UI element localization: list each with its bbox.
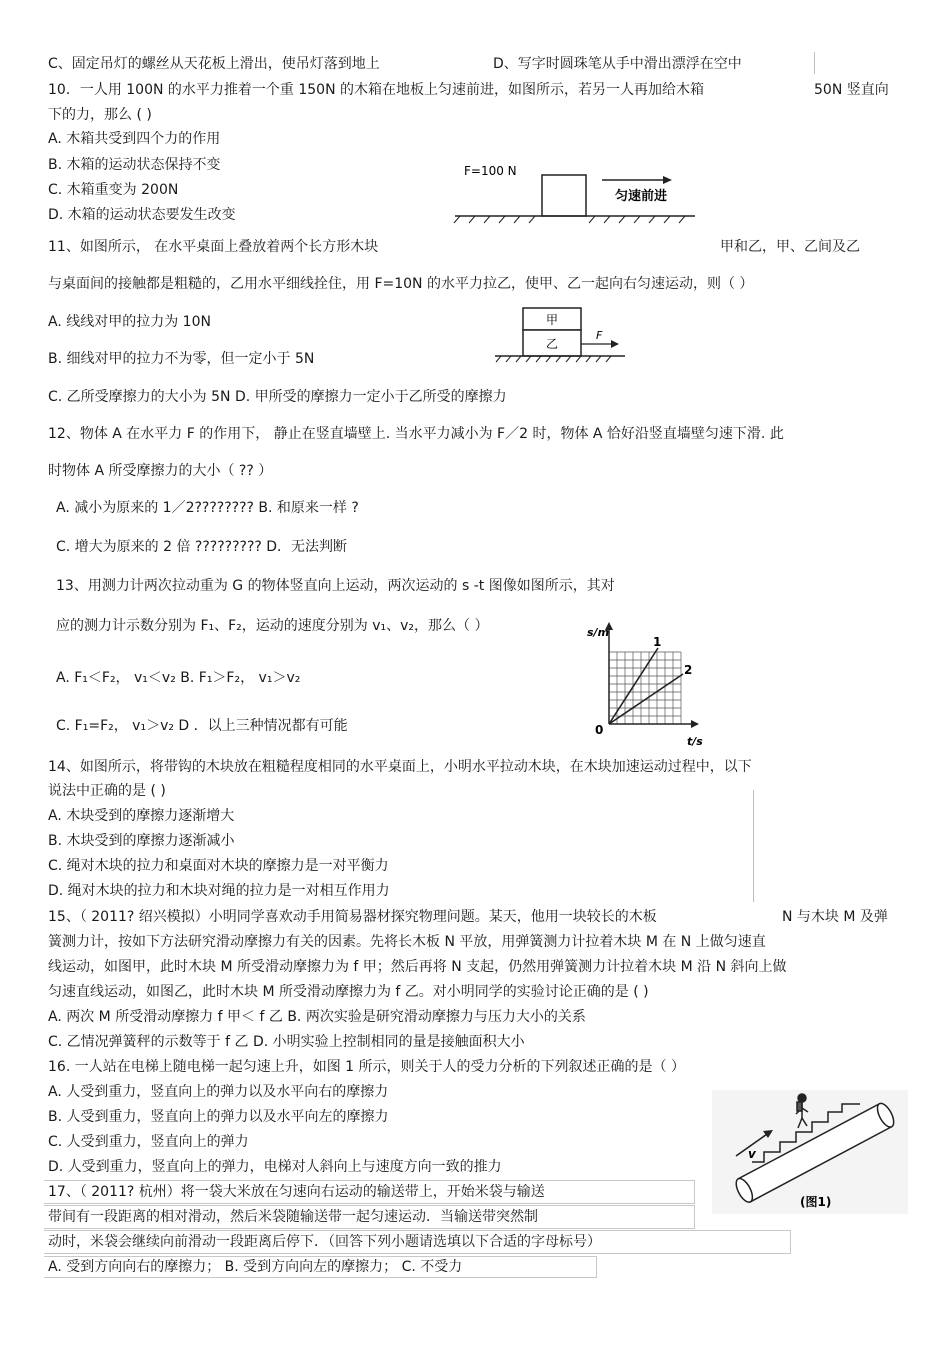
q14-stem-cont: 说法中正确的是 ( ) [48,783,166,799]
q15-stem-4: 匀速直线运动，如图乙，此时木块 M 所受滑动摩擦力为 f 乙。对小明同学的实验讨论正确的是 ( ) [48,984,649,1000]
q13-stem-cont: 应的测力计示数分别为 F₁、F₂，运动的速度分别为 v₁、v₂，那么（ ） [56,618,489,634]
q10-motion-label: 匀速前进 [615,189,668,204]
divider [814,52,815,74]
q10-option-a: A. 木箱共受到四个力的作用 [48,131,221,147]
q14-option-a: A. 木块受到的摩擦力逐渐增大 [48,808,235,824]
q11-option-cd: C. 乙所受摩擦力的大小为 5N D. 甲所受的摩擦力一定小于乙所受的摩擦力 [48,389,507,405]
q10-stem: 10．一人用 100N 的水平力推着一个重 150N 的木箱在地板上匀速前进，如图所示，若另一人再加给木箱 [48,82,705,98]
q16-escalator-figure [712,1090,908,1214]
line-2 [609,674,683,724]
q9-option-c: C、固定吊灯的螺丝从天花板上滑出，使吊灯落到地上 [48,56,380,72]
q15-stem-1-right: N 与木块 M 及弹 [782,909,888,925]
y-axis-label: s/m [587,626,610,639]
q10-force-label: F=100 N [464,164,517,178]
q11-bottom-label: 乙 [546,337,559,351]
q14-option-d: D. 绳对木块的拉力和木块对绳的拉力是一对相互作用力 [48,883,390,899]
q16-option-b: B. 人受到重力，竖直向上的弹力以及水平向左的摩擦力 [48,1109,389,1125]
q11-stem-cont: 与桌面间的接触都是粗糙的，乙用水平细线拴住，用 F=10N 的水平力拉乙，使甲、乙一起向右匀速运动，则（ ） [48,276,754,292]
q17-stem-2: 带间有一段距离的相对滑动，然后米袋随输送带一起匀速运动．当输送带突然制 [48,1209,538,1225]
q16-stem: 16. 一人站在电梯上随电梯一起匀速上升，如图 1 所示，则关于人的受力分析的下列叙述正确的是（ ） [48,1059,685,1075]
origin-label: 0 [595,723,604,737]
q15-option-ab: A. 两次 M 所受滑动摩擦力 f 甲＜ f 乙 B. 两次实验是研究滑动摩擦力与压力大小的关系 [48,1009,586,1025]
q16-option-c: C. 人受到重力，竖直向上的弹力 [48,1134,249,1150]
q14-option-c: C. 绳对木块的拉力和桌面对木块的摩擦力是一对平衡力 [48,858,389,874]
velocity-label: v [748,1147,756,1161]
q10-stem-weight: 50N 竖直向 [814,82,889,98]
q11-option-b: B. 细线对甲的拉力不为零，但一定小于 5N [48,351,315,367]
q16-option-d: D. 人受到重力，竖直向上的弹力，电梯对人斜向上与速度方向一致的推力 [48,1159,502,1175]
q9-option-d: D、写字时圆珠笔从手中滑出漂浮在空中 [493,56,742,72]
q12-stem: 12、物体 A 在水平力 F 的作用下， 静止在竖直墙壁上. 当水平力减小为 F／2 时，物体 A 恰好沿竖直墙壁匀速下滑. 此 [48,426,784,442]
q14-option-b: B. 木块受到的摩擦力逐渐减小 [48,833,235,849]
q15-option-cd: C. 乙情况弹簧秤的示数等于 f 乙 D. 小明实验上控制相同的量是接触面积大小 [48,1034,525,1050]
line-1 [609,648,658,724]
q17-stem-1: 17、（ 2011? 杭州）将一袋大米放在匀速向右运动的输送带上，开始米袋与输送 [48,1184,545,1200]
wooden-box [542,175,586,216]
q13-stem: 13、用测力计两次拉动重为 G 的物体竖直向上运动，两次运动的 s -t 图像如图所示，其对 [56,578,615,594]
q17-stem-3: 动时，米袋会继续向前滑动一段距离后停下．（回答下列小题请选填以下合适的字母标号） [48,1234,601,1250]
q10-option-b: B. 木箱的运动状态保持不变 [48,157,221,173]
q11-top-label: 甲 [546,313,559,327]
figure-caption: (图1) [800,1195,832,1209]
q15-stem-3: 线运动，如图甲，此时木块 M 所受滑动摩擦力为 f 甲；然后再将 N 支起，仍然用弹簧测力计拉着木块 M 沿 N 斜向上做 [48,959,787,975]
x-axis-label: t/s [687,735,703,748]
q13-option-cd: C. F₁=F₂， v₁＞v₂ D ．以上三种情况都有可能 [56,718,348,734]
q16-option-a: A. 人受到重力，竖直向上的弹力以及水平向右的摩擦力 [48,1084,389,1100]
q13-st-graph [583,612,713,752]
q12-stem-cont: 时物体 A 所受摩擦力的大小（ ?? ） [48,463,273,479]
q11-stem-right: 甲和乙，甲、乙间及乙 [720,239,860,255]
q17-options: A. 受到方向向右的摩擦力； B. 受到方向向左的摩擦力； C. 不受力 [48,1259,463,1275]
q15-stem-1: 15、（ 2011? 绍兴模拟）小明同学喜欢动手用简易器材探究物理问题。某天，他用一块较长的木板 [48,909,657,925]
q11-force-label: F [596,329,603,342]
q11-option-a: A. 线线对甲的拉力为 10N [48,314,211,330]
q10-box-figure [450,155,700,230]
q14-stem: 14、如图所示，将带钩的木块放在粗糙程度相同的水平桌面上，小明水平拉动木块，在木块加速运动过程中，以下 [48,759,752,775]
q10-stem-cont: 下的力，那么 ( ) [48,107,152,123]
divider [753,790,754,902]
line-2-label: 2 [684,663,693,677]
q10-option-d: D. 木箱的运动状态要发生改变 [48,207,236,223]
q10-option-c: C. 木箱重变为 200N [48,182,179,198]
q12-option-cd: C. 增大为原来的 2 倍 ????????? D．无法判断 [56,539,348,555]
q15-stem-2: 簧测力计，按如下方法研究滑动摩擦力有关的因素。先将长木板 N 平放，用弹簧测力计拉着木块 M 在 N 上做匀速直 [48,934,766,950]
q11-stem: 11、如图所示， 在水平桌面上叠放着两个长方形木块 [48,239,379,255]
q12-option-ab: A. 减小为原来的 1／2???????? B. 和原来一样 ? [56,500,359,516]
line-1-label: 1 [653,635,662,649]
q11-blocks-figure [495,302,630,370]
q13-option-ab: A. F₁＜F₂， v₁＜v₂ B. F₁＞F₂， v₁＞v₂ [56,670,301,686]
